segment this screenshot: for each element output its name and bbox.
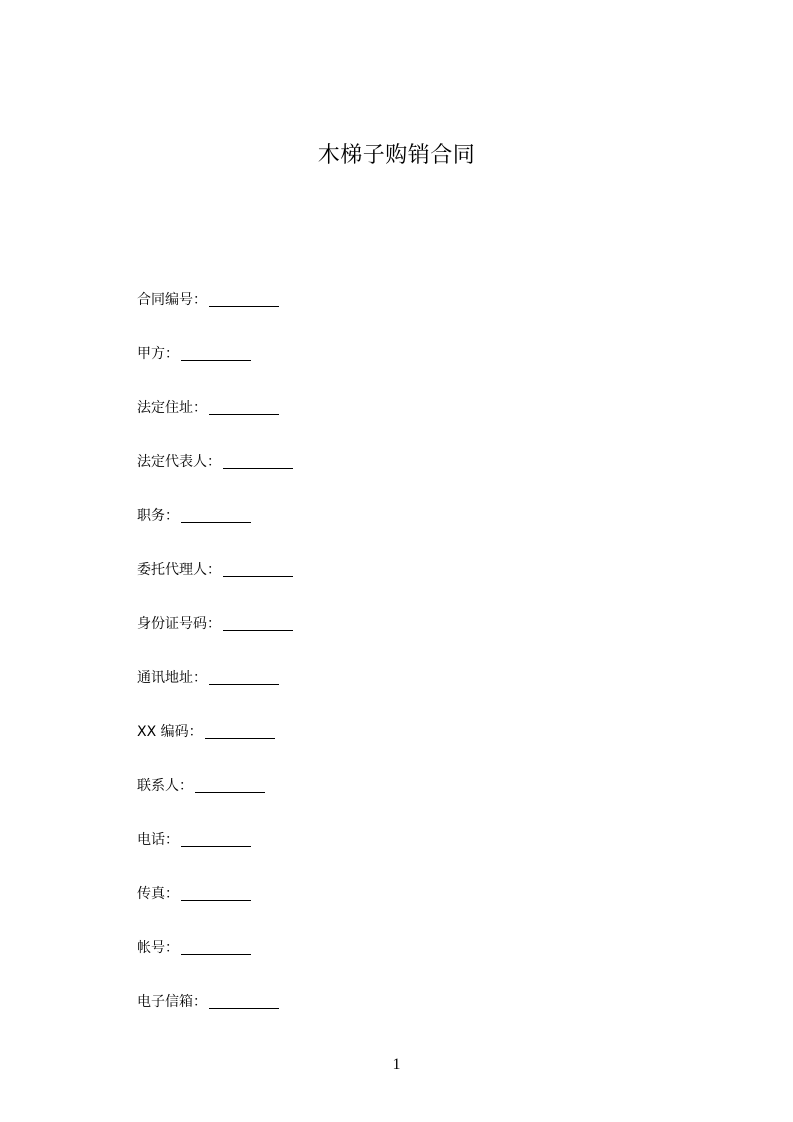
field-row-email bbox=[137, 989, 697, 1043]
field-row-legal-address bbox=[137, 395, 697, 449]
contract-field-list bbox=[137, 287, 697, 1043]
field-label: 甲方： bbox=[137, 346, 179, 362]
field-row-mailing-address bbox=[137, 665, 697, 719]
fill-in-blank bbox=[209, 665, 279, 685]
fill-in-blank bbox=[223, 557, 293, 577]
fill-in-blank bbox=[223, 449, 293, 469]
page-number: 1 bbox=[392, 1056, 401, 1073]
field-label: 电子信箱： bbox=[137, 994, 207, 1010]
fill-in-blank bbox=[209, 395, 279, 415]
field-label: 法定住址： bbox=[137, 400, 207, 416]
field-row-legal-representative bbox=[137, 449, 697, 503]
field-label: 身份证号码： bbox=[137, 616, 221, 632]
fill-in-blank bbox=[205, 719, 275, 739]
field-row-contract-number bbox=[137, 287, 697, 341]
field-label: 联系人： bbox=[137, 778, 193, 794]
field-row-id-number bbox=[137, 611, 697, 665]
field-row-contact-person bbox=[137, 773, 697, 827]
field-row-fax bbox=[137, 881, 697, 935]
fill-in-blank bbox=[209, 989, 279, 1009]
field-row-party-a bbox=[137, 341, 697, 395]
field-label: 合同编号： bbox=[137, 292, 207, 308]
fill-in-blank bbox=[181, 503, 251, 523]
field-row-authorized-agent bbox=[137, 557, 697, 611]
field-label: 法定代表人： bbox=[137, 454, 221, 470]
fill-in-blank bbox=[181, 935, 251, 955]
field-row-account bbox=[137, 935, 697, 989]
fill-in-blank bbox=[181, 881, 251, 901]
field-label: 委托代理人： bbox=[137, 562, 221, 578]
fill-in-blank bbox=[181, 341, 251, 361]
field-label: XX 编码： bbox=[137, 724, 203, 740]
document-title: 木梯子购销合同 bbox=[317, 143, 476, 168]
fill-in-blank bbox=[195, 773, 265, 793]
field-row-position bbox=[137, 503, 697, 557]
field-label: 电话： bbox=[137, 832, 179, 848]
field-label: 通讯地址： bbox=[137, 670, 207, 686]
field-label: 职务： bbox=[137, 508, 179, 524]
fill-in-blank bbox=[181, 827, 251, 847]
field-label: 传真： bbox=[137, 886, 179, 902]
fill-in-blank bbox=[209, 287, 279, 307]
field-row-phone bbox=[137, 827, 697, 881]
fill-in-blank bbox=[223, 611, 293, 631]
field-row-postal-code bbox=[137, 719, 697, 773]
field-label: 帐号： bbox=[137, 940, 179, 956]
